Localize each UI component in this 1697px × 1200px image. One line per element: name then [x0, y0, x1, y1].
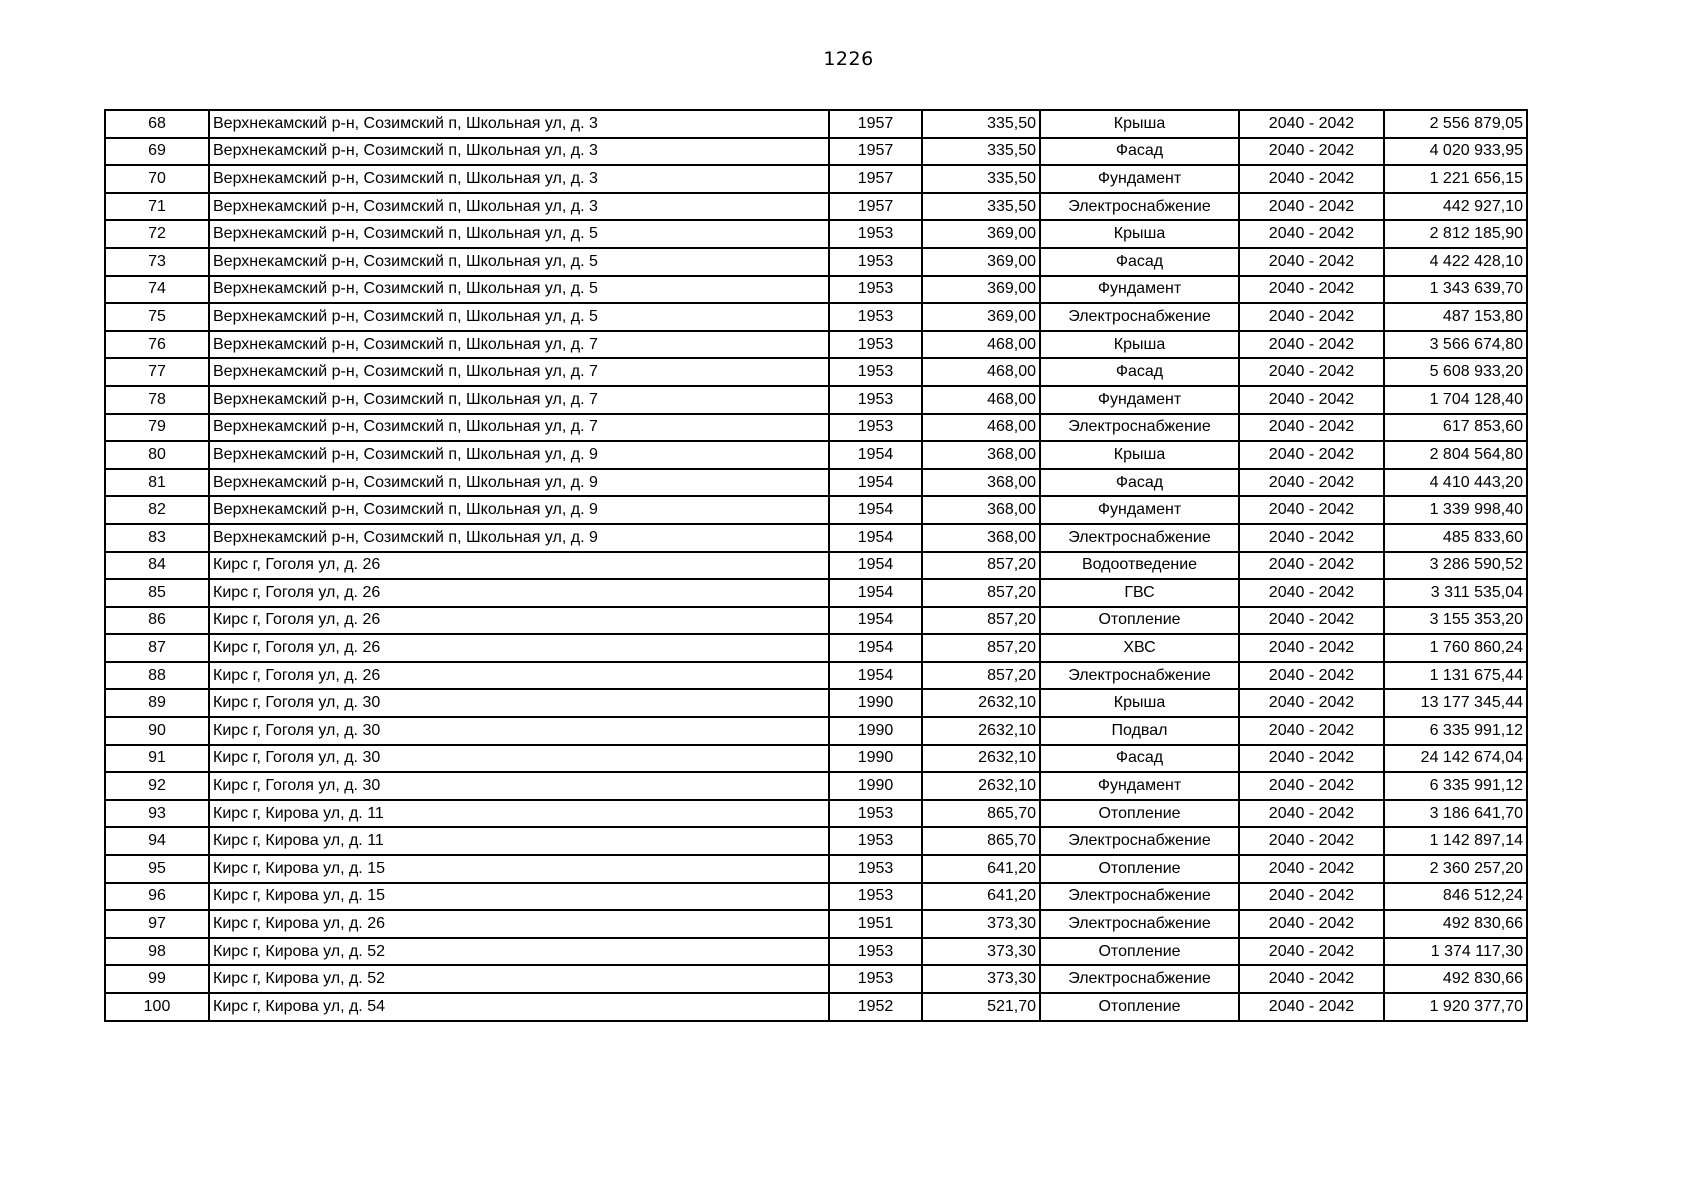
- cost-cell: 487 153,80: [1384, 303, 1527, 331]
- period-cell: 2040 - 2042: [1239, 855, 1384, 883]
- cost-cell: 1 704 128,40: [1384, 386, 1527, 414]
- work-type-cell: Электроснабжение: [1040, 414, 1239, 442]
- address-cell: Верхнекамский р-н, Созимский п, Школьная ул, д. 7: [209, 331, 829, 359]
- repair-schedule-table: [104, 109, 1528, 1022]
- cost-cell: 2 360 257,20: [1384, 855, 1527, 883]
- work-type-cell: Отопление: [1040, 800, 1239, 828]
- period-cell: 2040 - 2042: [1239, 910, 1384, 938]
- table-row: [105, 662, 1527, 690]
- address-cell: Верхнекамский р-н, Созимский п, Школьная ул, д. 5: [209, 303, 829, 331]
- period-cell: 2040 - 2042: [1239, 883, 1384, 911]
- row-number-cell: 99: [105, 965, 209, 993]
- area-cell: 369,00: [922, 220, 1040, 248]
- year-built-cell: 1954: [829, 634, 922, 662]
- table-row: [105, 496, 1527, 524]
- period-cell: 2040 - 2042: [1239, 993, 1384, 1021]
- row-number-cell: 71: [105, 193, 209, 221]
- row-number-cell: 73: [105, 248, 209, 276]
- area-cell: 335,50: [922, 165, 1040, 193]
- area-cell: 368,00: [922, 524, 1040, 552]
- work-type-cell: ГВС: [1040, 579, 1239, 607]
- row-number-cell: 98: [105, 938, 209, 966]
- cost-cell: 1 343 639,70: [1384, 276, 1527, 304]
- table-row: [105, 441, 1527, 469]
- row-number-cell: 88: [105, 662, 209, 690]
- address-cell: Кирс г, Гоголя ул, д. 30: [209, 689, 829, 717]
- period-cell: 2040 - 2042: [1239, 717, 1384, 745]
- area-cell: 641,20: [922, 855, 1040, 883]
- year-built-cell: 1953: [829, 248, 922, 276]
- year-built-cell: 1953: [829, 883, 922, 911]
- address-cell: Кирс г, Кирова ул, д. 15: [209, 855, 829, 883]
- table-row: [105, 634, 1527, 662]
- area-cell: 335,50: [922, 138, 1040, 166]
- cost-cell: 5 608 933,20: [1384, 358, 1527, 386]
- row-number-cell: 100: [105, 993, 209, 1021]
- year-built-cell: 1953: [829, 827, 922, 855]
- work-type-cell: Фундамент: [1040, 165, 1239, 193]
- period-cell: 2040 - 2042: [1239, 331, 1384, 359]
- area-cell: 521,70: [922, 993, 1040, 1021]
- period-cell: 2040 - 2042: [1239, 745, 1384, 773]
- period-cell: 2040 - 2042: [1239, 552, 1384, 580]
- table-row: [105, 855, 1527, 883]
- year-built-cell: 1990: [829, 689, 922, 717]
- address-cell: Кирс г, Кирова ул, д. 54: [209, 993, 829, 1021]
- period-cell: 2040 - 2042: [1239, 579, 1384, 607]
- work-type-cell: Электроснабжение: [1040, 910, 1239, 938]
- address-cell: Кирс г, Гоголя ул, д. 26: [209, 552, 829, 580]
- row-number-cell: 92: [105, 772, 209, 800]
- cost-cell: 1 142 897,14: [1384, 827, 1527, 855]
- period-cell: 2040 - 2042: [1239, 165, 1384, 193]
- year-built-cell: 1952: [829, 993, 922, 1021]
- year-built-cell: 1990: [829, 772, 922, 800]
- address-cell: Верхнекамский р-н, Созимский п, Школьная ул, д. 5: [209, 276, 829, 304]
- address-cell: Верхнекамский р-н, Созимский п, Школьная ул, д. 3: [209, 110, 829, 138]
- year-built-cell: 1953: [829, 220, 922, 248]
- address-cell: Кирс г, Гоголя ул, д. 26: [209, 662, 829, 690]
- area-cell: 641,20: [922, 883, 1040, 911]
- work-type-cell: Фасад: [1040, 469, 1239, 497]
- table-row: [105, 386, 1527, 414]
- address-cell: Кирс г, Гоголя ул, д. 26: [209, 607, 829, 635]
- work-type-cell: Электроснабжение: [1040, 303, 1239, 331]
- area-cell: 369,00: [922, 303, 1040, 331]
- table-row: [105, 883, 1527, 911]
- year-built-cell: 1957: [829, 138, 922, 166]
- work-type-cell: Фундамент: [1040, 386, 1239, 414]
- period-cell: 2040 - 2042: [1239, 662, 1384, 690]
- work-type-cell: Крыша: [1040, 441, 1239, 469]
- cost-cell: 1 760 860,24: [1384, 634, 1527, 662]
- period-cell: 2040 - 2042: [1239, 414, 1384, 442]
- year-built-cell: 1954: [829, 552, 922, 580]
- row-number-cell: 91: [105, 745, 209, 773]
- period-cell: 2040 - 2042: [1239, 689, 1384, 717]
- area-cell: 369,00: [922, 276, 1040, 304]
- address-cell: Верхнекамский р-н, Созимский п, Школьная ул, д. 9: [209, 441, 829, 469]
- cost-cell: 3 286 590,52: [1384, 552, 1527, 580]
- row-number-cell: 68: [105, 110, 209, 138]
- year-built-cell: 1953: [829, 303, 922, 331]
- table-row: [105, 827, 1527, 855]
- row-number-cell: 93: [105, 800, 209, 828]
- address-cell: Кирс г, Кирова ул, д. 26: [209, 910, 829, 938]
- year-built-cell: 1953: [829, 358, 922, 386]
- table-row: [105, 965, 1527, 993]
- year-built-cell: 1954: [829, 441, 922, 469]
- table-row: [105, 414, 1527, 442]
- year-built-cell: 1957: [829, 165, 922, 193]
- row-number-cell: 85: [105, 579, 209, 607]
- table-row: [105, 993, 1527, 1021]
- address-cell: Верхнекамский р-н, Созимский п, Школьная ул, д. 5: [209, 220, 829, 248]
- year-built-cell: 1953: [829, 386, 922, 414]
- area-cell: 368,00: [922, 469, 1040, 497]
- cost-cell: 3 186 641,70: [1384, 800, 1527, 828]
- area-cell: 2632,10: [922, 717, 1040, 745]
- period-cell: 2040 - 2042: [1239, 965, 1384, 993]
- table-row: [105, 469, 1527, 497]
- period-cell: 2040 - 2042: [1239, 138, 1384, 166]
- area-cell: 335,50: [922, 110, 1040, 138]
- period-cell: 2040 - 2042: [1239, 248, 1384, 276]
- row-number-cell: 78: [105, 386, 209, 414]
- area-cell: 857,20: [922, 662, 1040, 690]
- work-type-cell: Электроснабжение: [1040, 193, 1239, 221]
- table-row: [105, 358, 1527, 386]
- cost-cell: 1 374 117,30: [1384, 938, 1527, 966]
- work-type-cell: Электроснабжение: [1040, 965, 1239, 993]
- cost-cell: 492 830,66: [1384, 965, 1527, 993]
- table-row: [105, 303, 1527, 331]
- address-cell: Кирс г, Кирова ул, д. 11: [209, 800, 829, 828]
- year-built-cell: 1953: [829, 938, 922, 966]
- area-cell: 368,00: [922, 441, 1040, 469]
- year-built-cell: 1953: [829, 276, 922, 304]
- year-built-cell: 1954: [829, 524, 922, 552]
- work-type-cell: Фасад: [1040, 358, 1239, 386]
- area-cell: 468,00: [922, 358, 1040, 386]
- row-number-cell: 70: [105, 165, 209, 193]
- table-row: [105, 552, 1527, 580]
- row-number-cell: 94: [105, 827, 209, 855]
- year-built-cell: 1953: [829, 855, 922, 883]
- table-body: [105, 110, 1527, 1021]
- work-type-cell: Крыша: [1040, 331, 1239, 359]
- cost-cell: 1 920 377,70: [1384, 993, 1527, 1021]
- work-type-cell: Фасад: [1040, 138, 1239, 166]
- table-row: [105, 745, 1527, 773]
- area-cell: 857,20: [922, 579, 1040, 607]
- period-cell: 2040 - 2042: [1239, 496, 1384, 524]
- area-cell: 865,70: [922, 827, 1040, 855]
- table-row: [105, 138, 1527, 166]
- cost-cell: 1 221 656,15: [1384, 165, 1527, 193]
- area-cell: 857,20: [922, 552, 1040, 580]
- work-type-cell: Фундамент: [1040, 496, 1239, 524]
- row-number-cell: 72: [105, 220, 209, 248]
- cost-cell: 1 131 675,44: [1384, 662, 1527, 690]
- cost-cell: 617 853,60: [1384, 414, 1527, 442]
- year-built-cell: 1951: [829, 910, 922, 938]
- period-cell: 2040 - 2042: [1239, 634, 1384, 662]
- area-cell: 857,20: [922, 607, 1040, 635]
- work-type-cell: Фундамент: [1040, 276, 1239, 304]
- area-cell: 335,50: [922, 193, 1040, 221]
- page-number: 1226: [823, 48, 874, 70]
- row-number-cell: 79: [105, 414, 209, 442]
- row-number-cell: 95: [105, 855, 209, 883]
- cost-cell: 2 556 879,05: [1384, 110, 1527, 138]
- period-cell: 2040 - 2042: [1239, 524, 1384, 552]
- row-number-cell: 89: [105, 689, 209, 717]
- table-row: [105, 717, 1527, 745]
- work-type-cell: Подвал: [1040, 717, 1239, 745]
- address-cell: Кирс г, Гоголя ул, д. 26: [209, 634, 829, 662]
- table-row: [105, 331, 1527, 359]
- row-number-cell: 80: [105, 441, 209, 469]
- cost-cell: 3 311 535,04: [1384, 579, 1527, 607]
- work-type-cell: Фасад: [1040, 745, 1239, 773]
- row-number-cell: 76: [105, 331, 209, 359]
- area-cell: 468,00: [922, 414, 1040, 442]
- period-cell: 2040 - 2042: [1239, 827, 1384, 855]
- row-number-cell: 86: [105, 607, 209, 635]
- period-cell: 2040 - 2042: [1239, 193, 1384, 221]
- row-number-cell: 96: [105, 883, 209, 911]
- area-cell: 368,00: [922, 496, 1040, 524]
- year-built-cell: 1990: [829, 717, 922, 745]
- cost-cell: 442 927,10: [1384, 193, 1527, 221]
- address-cell: Кирс г, Гоголя ул, д. 30: [209, 717, 829, 745]
- address-cell: Верхнекамский р-н, Созимский п, Школьная ул, д. 7: [209, 414, 829, 442]
- year-built-cell: 1953: [829, 331, 922, 359]
- cost-cell: 2 804 564,80: [1384, 441, 1527, 469]
- row-number-cell: 74: [105, 276, 209, 304]
- year-built-cell: 1953: [829, 800, 922, 828]
- row-number-cell: 82: [105, 496, 209, 524]
- year-built-cell: 1953: [829, 414, 922, 442]
- cost-cell: 846 512,24: [1384, 883, 1527, 911]
- address-cell: Кирс г, Кирова ул, д. 11: [209, 827, 829, 855]
- area-cell: 2632,10: [922, 745, 1040, 773]
- period-cell: 2040 - 2042: [1239, 469, 1384, 497]
- row-number-cell: 84: [105, 552, 209, 580]
- area-cell: 373,30: [922, 965, 1040, 993]
- address-cell: Кирс г, Гоголя ул, д. 30: [209, 745, 829, 773]
- work-type-cell: Отопление: [1040, 607, 1239, 635]
- table-row: [105, 220, 1527, 248]
- address-cell: Верхнекамский р-н, Созимский п, Школьная ул, д. 7: [209, 358, 829, 386]
- work-type-cell: Крыша: [1040, 220, 1239, 248]
- work-type-cell: Крыша: [1040, 110, 1239, 138]
- table-row: [105, 772, 1527, 800]
- work-type-cell: Электроснабжение: [1040, 524, 1239, 552]
- address-cell: Верхнекамский р-н, Созимский п, Школьная ул, д. 5: [209, 248, 829, 276]
- table-row: [105, 165, 1527, 193]
- address-cell: Верхнекамский р-н, Созимский п, Школьная ул, д. 7: [209, 386, 829, 414]
- work-type-cell: Отопление: [1040, 993, 1239, 1021]
- table-row: [105, 800, 1527, 828]
- row-number-cell: 97: [105, 910, 209, 938]
- address-cell: Кирс г, Кирова ул, д. 52: [209, 965, 829, 993]
- year-built-cell: 1957: [829, 193, 922, 221]
- address-cell: Верхнекамский р-н, Созимский п, Школьная ул, д. 3: [209, 138, 829, 166]
- cost-cell: 492 830,66: [1384, 910, 1527, 938]
- year-built-cell: 1954: [829, 496, 922, 524]
- work-type-cell: Отопление: [1040, 855, 1239, 883]
- row-number-cell: 81: [105, 469, 209, 497]
- work-type-cell: ХВС: [1040, 634, 1239, 662]
- cost-cell: 2 812 185,90: [1384, 220, 1527, 248]
- area-cell: 2632,10: [922, 689, 1040, 717]
- row-number-cell: 69: [105, 138, 209, 166]
- table-row: [105, 579, 1527, 607]
- work-type-cell: Электроснабжение: [1040, 827, 1239, 855]
- year-built-cell: 1953: [829, 965, 922, 993]
- cost-cell: 4 422 428,10: [1384, 248, 1527, 276]
- period-cell: 2040 - 2042: [1239, 607, 1384, 635]
- period-cell: 2040 - 2042: [1239, 441, 1384, 469]
- cost-cell: 485 833,60: [1384, 524, 1527, 552]
- address-cell: Верхнекамский р-н, Созимский п, Школьная ул, д. 3: [209, 165, 829, 193]
- table-row: [105, 276, 1527, 304]
- row-number-cell: 90: [105, 717, 209, 745]
- address-cell: Кирс г, Гоголя ул, д. 30: [209, 772, 829, 800]
- cost-cell: 13 177 345,44: [1384, 689, 1527, 717]
- address-cell: Верхнекамский р-н, Созимский п, Школьная ул, д. 9: [209, 524, 829, 552]
- table-row: [105, 607, 1527, 635]
- address-cell: Кирс г, Кирова ул, д. 52: [209, 938, 829, 966]
- table-row: [105, 910, 1527, 938]
- area-cell: 468,00: [922, 331, 1040, 359]
- table-row: [105, 689, 1527, 717]
- area-cell: 373,30: [922, 938, 1040, 966]
- period-cell: 2040 - 2042: [1239, 800, 1384, 828]
- period-cell: 2040 - 2042: [1239, 303, 1384, 331]
- table-row: [105, 524, 1527, 552]
- work-type-cell: Крыша: [1040, 689, 1239, 717]
- year-built-cell: 1954: [829, 607, 922, 635]
- area-cell: 865,70: [922, 800, 1040, 828]
- cost-cell: 3 155 353,20: [1384, 607, 1527, 635]
- area-cell: 857,20: [922, 634, 1040, 662]
- period-cell: 2040 - 2042: [1239, 772, 1384, 800]
- address-cell: Верхнекамский р-н, Созимский п, Школьная ул, д. 3: [209, 193, 829, 221]
- year-built-cell: 1954: [829, 469, 922, 497]
- year-built-cell: 1957: [829, 110, 922, 138]
- address-cell: Верхнекамский р-н, Созимский п, Школьная ул, д. 9: [209, 496, 829, 524]
- row-number-cell: 77: [105, 358, 209, 386]
- period-cell: 2040 - 2042: [1239, 220, 1384, 248]
- cost-cell: 4 020 933,95: [1384, 138, 1527, 166]
- area-cell: 468,00: [922, 386, 1040, 414]
- table-row: [105, 110, 1527, 138]
- period-cell: 2040 - 2042: [1239, 938, 1384, 966]
- address-cell: Кирс г, Гоголя ул, д. 26: [209, 579, 829, 607]
- work-type-cell: Отопление: [1040, 938, 1239, 966]
- period-cell: 2040 - 2042: [1239, 276, 1384, 304]
- row-number-cell: 75: [105, 303, 209, 331]
- year-built-cell: 1954: [829, 579, 922, 607]
- cost-cell: 3 566 674,80: [1384, 331, 1527, 359]
- year-built-cell: 1990: [829, 745, 922, 773]
- address-cell: Кирс г, Кирова ул, д. 15: [209, 883, 829, 911]
- cost-cell: 1 339 998,40: [1384, 496, 1527, 524]
- cost-cell: 6 335 991,12: [1384, 772, 1527, 800]
- work-type-cell: Фундамент: [1040, 772, 1239, 800]
- cost-cell: 6 335 991,12: [1384, 717, 1527, 745]
- table-row: [105, 248, 1527, 276]
- cost-cell: 24 142 674,04: [1384, 745, 1527, 773]
- area-cell: 373,30: [922, 910, 1040, 938]
- address-cell: Верхнекамский р-н, Созимский п, Школьная ул, д. 9: [209, 469, 829, 497]
- table-row: [105, 938, 1527, 966]
- area-cell: 2632,10: [922, 772, 1040, 800]
- cost-cell: 4 410 443,20: [1384, 469, 1527, 497]
- area-cell: 369,00: [922, 248, 1040, 276]
- work-type-cell: Фасад: [1040, 248, 1239, 276]
- work-type-cell: Электроснабжение: [1040, 883, 1239, 911]
- row-number-cell: 83: [105, 524, 209, 552]
- period-cell: 2040 - 2042: [1239, 110, 1384, 138]
- table-row: [105, 193, 1527, 221]
- period-cell: 2040 - 2042: [1239, 358, 1384, 386]
- row-number-cell: 87: [105, 634, 209, 662]
- work-type-cell: Водоотведение: [1040, 552, 1239, 580]
- work-type-cell: Электроснабжение: [1040, 662, 1239, 690]
- year-built-cell: 1954: [829, 662, 922, 690]
- period-cell: 2040 - 2042: [1239, 386, 1384, 414]
